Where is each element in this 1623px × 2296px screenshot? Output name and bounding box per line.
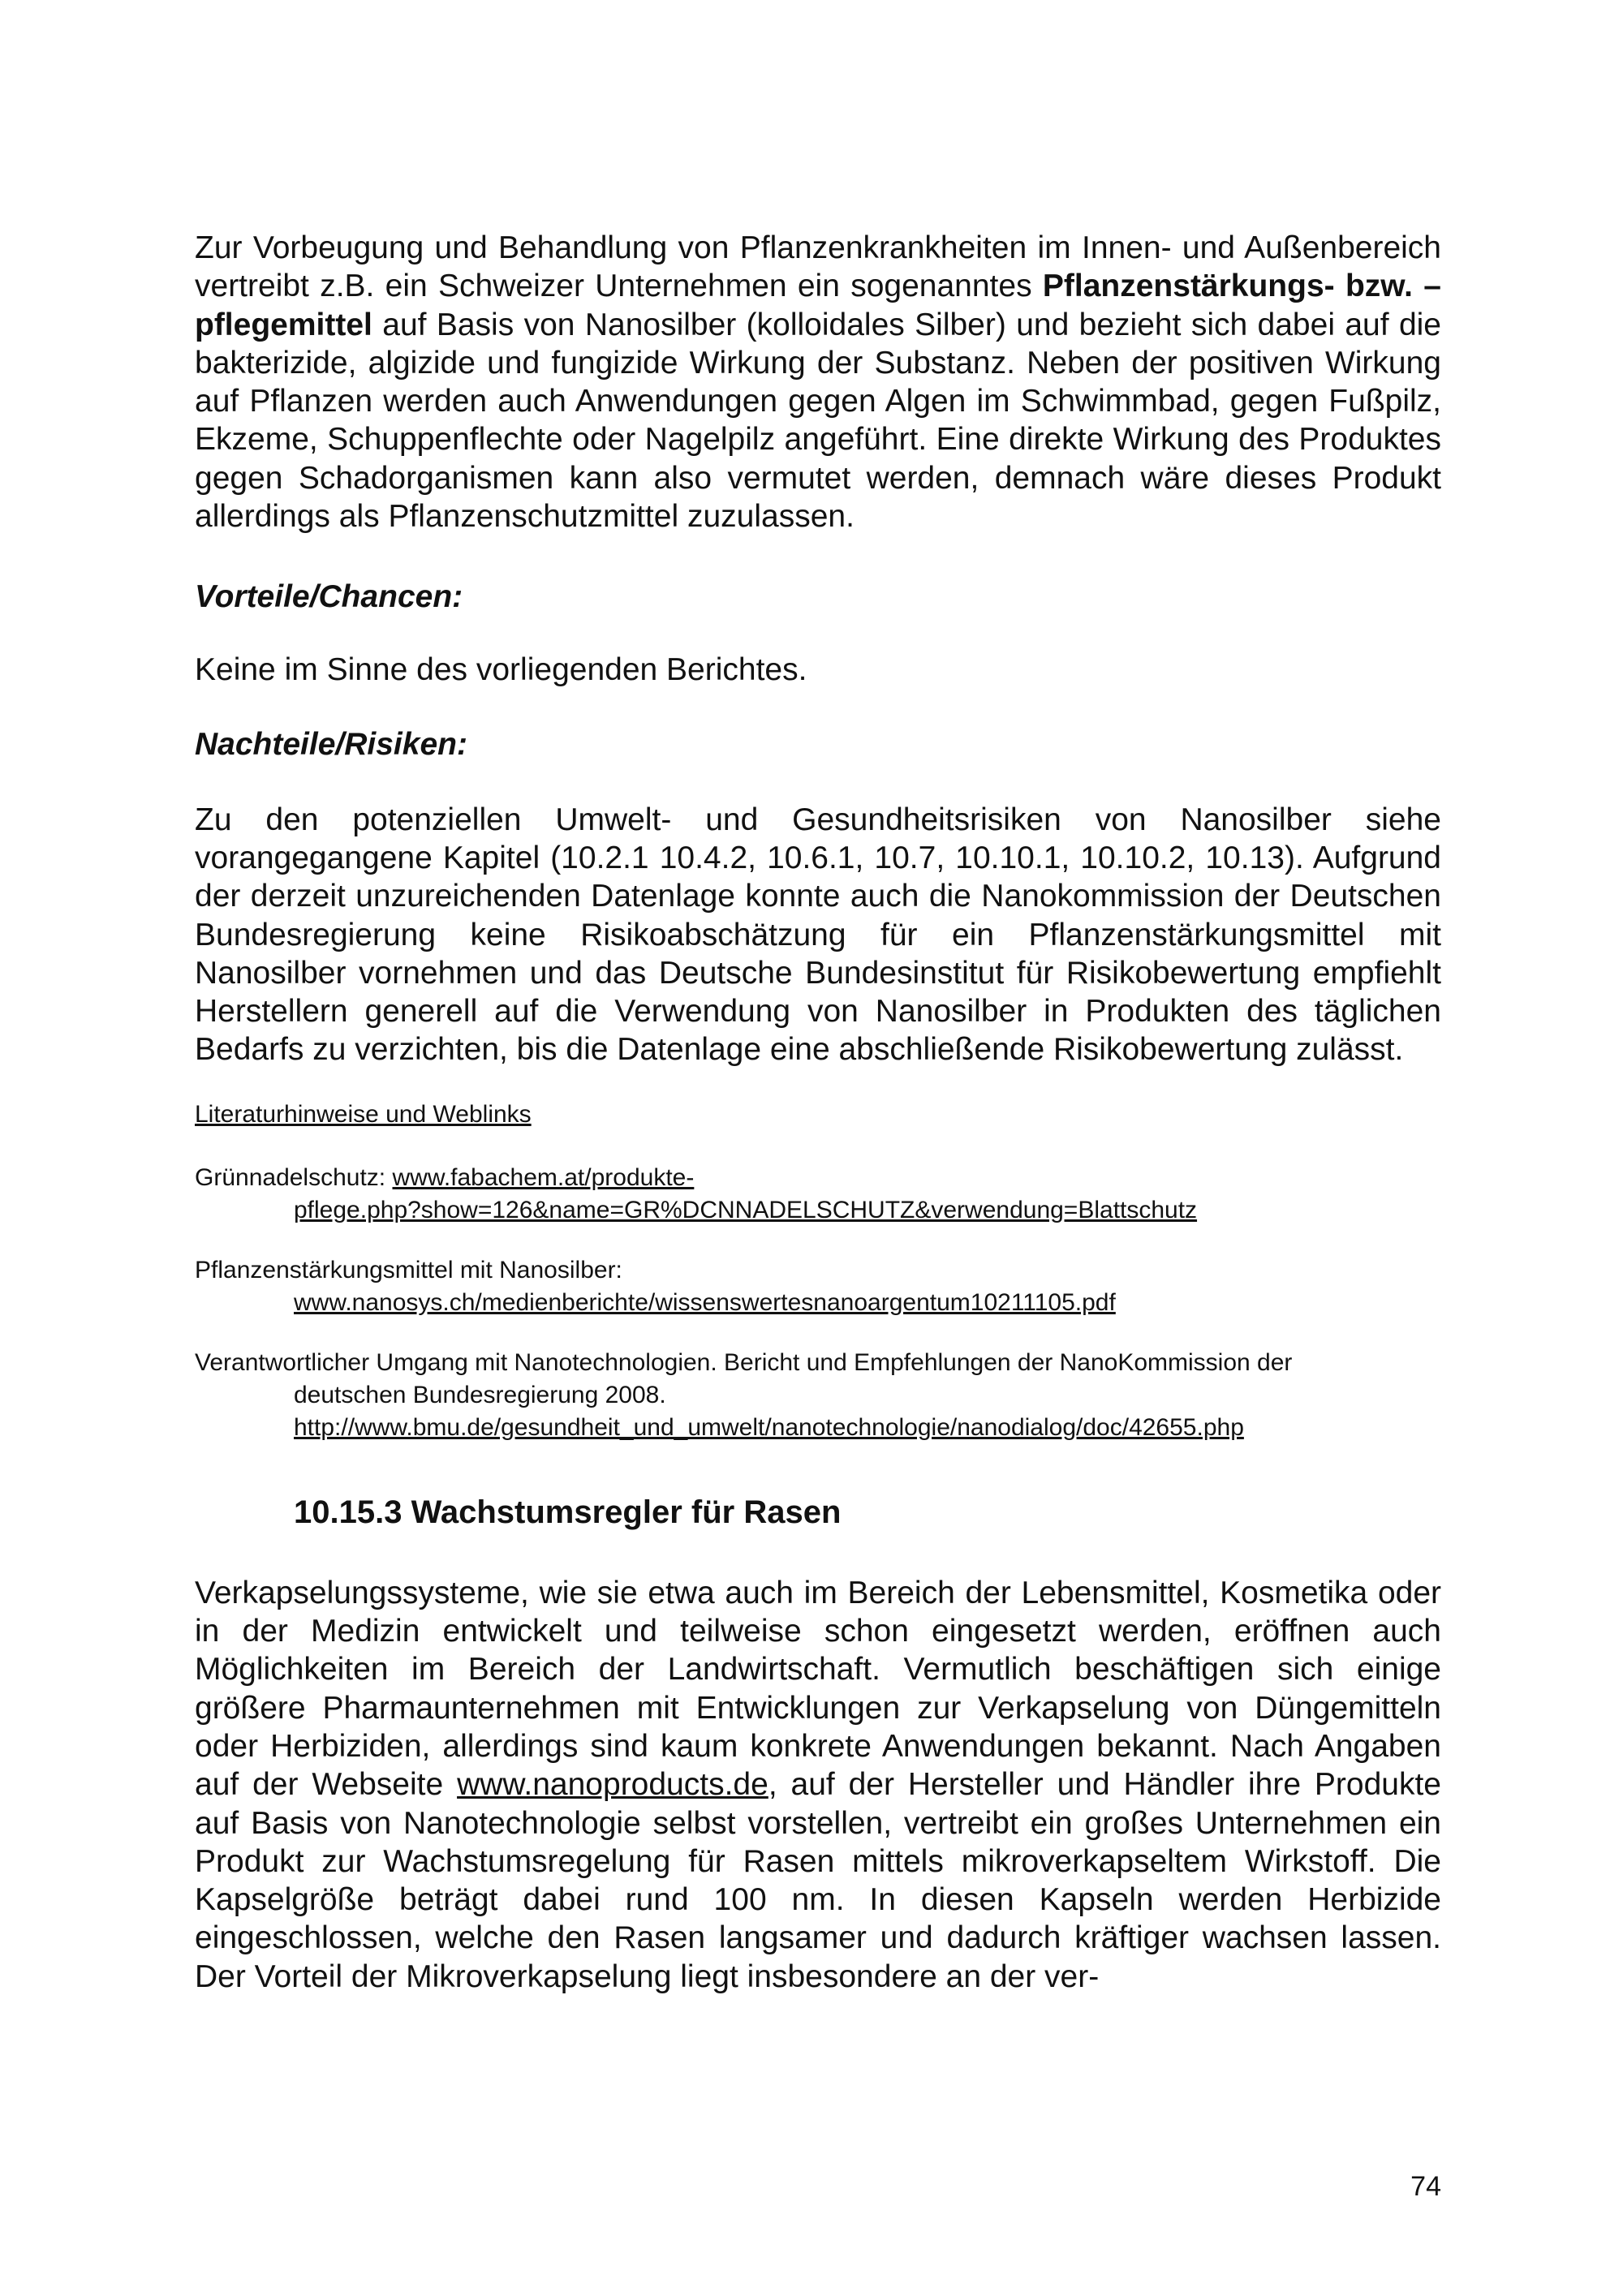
reference-item: [195, 1347, 1441, 1444]
reference-link[interactable]: www.fabachem.at/produkte-: [392, 1163, 695, 1191]
reference-label-cont: deutschen Bundesregierung 2008.: [294, 1381, 666, 1408]
section-text-1: Verkapselungssysteme, wie sie etwa auch im Bereich der Lebensmittel, Kosmetika oder in der Medizin entwickelt und teilweise schon eingesetzt werden, eröffnen auch Möglichkeiten im Bereich der Landwirtschaft. Vermutlich beschäftigen sich einige größere Pharmaunternehmen mit Entwicklungen zur Verkapselung von Düngemitteln oder Herbiziden, allerdings sind kaum konkrete Anwendungen bekannt. Nach Angaben auf der Webseite: [195, 1575, 1441, 1803]
advantages-text: Keine im Sinne des vorliegenden Berichtes.: [195, 652, 807, 688]
reference-link-cont[interactable]: pflege.php?show=126&name=GR%DCNNADELSCHUTZ&verwendung=Blattschutz: [294, 1196, 1198, 1223]
reference-link[interactable]: http://www.bmu.de/gesundheit_und_umwelt/nanotechnologie/nanodialog/doc/42655.php: [294, 1413, 1244, 1441]
section-paragraph: [195, 1574, 1441, 1996]
references-title: Literaturhinweise und Weblinks: [195, 1100, 532, 1128]
reference-link[interactable]: www.nanosys.ch/medienberichte/wissenswertesnanoargentum10211105.pdf: [294, 1288, 1116, 1316]
product-name-bold: Pflanzenstärkungs- bzw. –pflegemittel: [195, 269, 1441, 342]
risks-paragraph: Zu den potenziellen Umwelt- und Gesundheitsrisiken von Nanosilber siehe vorangegangene Kapitel (10.2.1 10.4.2, 10.6.1, 10.7, 10.10.1, 10.10.2, 10.13). Aufgrund der derzeit unzureichenden Datenlage konnte auch die Nanokommission der Deutschen Bundesregierung keine Risikoabschätzung für ein Pflanzenstärkungsmittel mit Nanosilber vornehmen und das Deutsche Bundesinstitut für Risikobewertung empfiehlt Herstellern generell auf die Verwendung von Nanosilber in Produkten des täglichen Bedarfs zu verzichten, bis die Datenlage eine abschließende Risikobewertung zulässt.: [195, 802, 1441, 1068]
reference-item: [195, 1162, 1441, 1227]
section-text-2: , auf der Hersteller und Händler ihre Produkte auf Basis von Nanotechnologie selbst vorstellen, vertreibt ein großes Unternehmen ein Produkt zur Wachstumsregelung für Rasen mittels mikroverkapseltem Wirkstoff. Die Kapselgröße beträgt dabei rund 100 nm. In diesen Kapseln werden Herbizide eingeschlossen, welche den Rasen langsamer und dadurch kräftiger wachsen lassen. Der Vorteil der Mikroverkapselung liegt insbesondere an der ver-: [195, 1767, 1441, 1994]
intro-text-2: auf Basis von Nanosilber (kolloidales Silber) und bezieht sich dabei auf die bakterizide, algizide und fungizide Wirkung der Substanz. Neben der positiven Wirkung auf Pflanzen werden auch Anwendungen gegen Algen im Schwimmbad, gegen Fußpilz, Ekzeme, Schuppenflechte oder Nagelpilz angeführt. Eine direkte Wirkung des Produktes gegen Schadorganismen kann also vermutet werden, demnach wäre dieses Produkt allerdings als Pflanzenschutzmittel zuzulassen.: [195, 307, 1441, 535]
reference-label: Grünnadelschutz:: [195, 1163, 393, 1191]
reference-label: Pflanzenstärkungsmittel mit Nanosilber:: [195, 1256, 622, 1283]
section-title: Wachstumsregler für Rasen: [411, 1494, 842, 1530]
section-number: 10.15.3: [294, 1494, 403, 1530]
intro-text-1: Zur Vorbeugung und Behandlung von Pflanzenkrankheiten im Innen- und Außenbereich vertreibt z.B. ein Schweizer Unternehmen ein sogenanntes: [195, 230, 1441, 304]
intro-paragraph: [195, 229, 1441, 535]
reference-item: [195, 1254, 1441, 1319]
advantages-heading: Vorteile/Chancen:: [195, 579, 463, 615]
risks-heading: Nachteile/Risiken:: [195, 726, 467, 762]
section-heading: [195, 1493, 1441, 1532]
reference-label: Verantwortlicher Umgang mit Nanotechnologien. Bericht und Empfehlungen der NanoKommission der: [195, 1348, 1293, 1376]
page-number: 74: [1410, 2171, 1441, 2202]
website-link[interactable]: www.nanoproducts.de: [457, 1767, 768, 1803]
document-page: [195, 229, 1441, 1996]
